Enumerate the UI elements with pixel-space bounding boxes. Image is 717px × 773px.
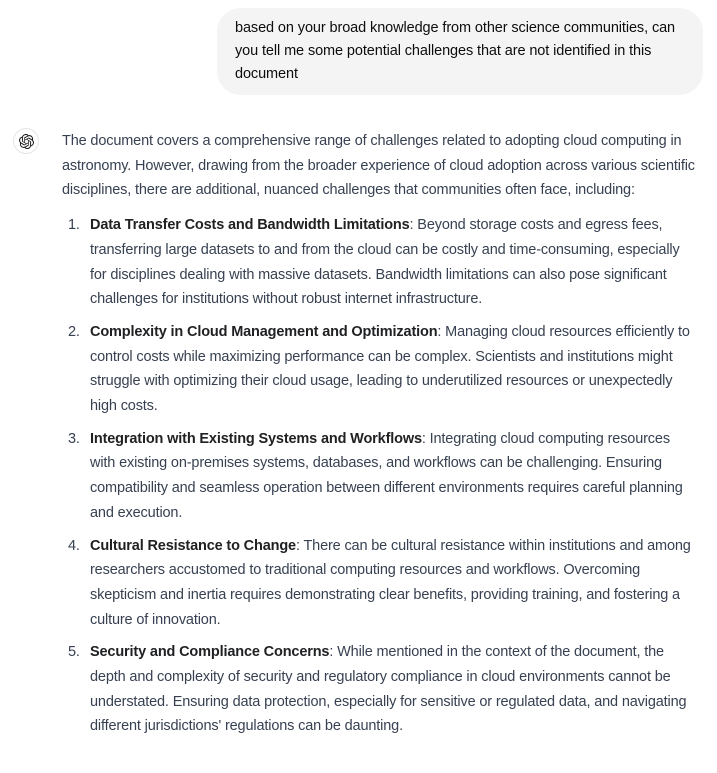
list-item-title: Cultural Resistance to Change xyxy=(90,537,296,554)
list-item xyxy=(62,640,697,739)
list-item-text xyxy=(90,217,680,307)
list-item-body: : Beyond storage costs and egress fees, transferring large datasets to and from the cloud can be costly and time-consuming, especially for disciplines dealing with massive datasets. Bandwidth limitations can also pose significant challenges for institutions without robust internet infrastructure. xyxy=(90,217,680,308)
list-item-number: 2. xyxy=(68,323,80,340)
list-item xyxy=(62,213,697,312)
list-item-number: 3. xyxy=(68,430,80,447)
assistant-intro-paragraph: The document covers a comprehensive range of challenges related to adopting cloud computing in astronomy. However, drawing from the broader experience of cloud adoption across various scientific disciplines, there are additional, nuanced challenges that communities often face, including: xyxy=(62,133,695,199)
list-item-title: Data Transfer Costs and Bandwidth Limitations xyxy=(90,217,410,234)
list-item-body: : While mentioned in the context of the document, the depth and complexity of security and regulatory compliance in cloud environments cannot be understated. Ensuring data protection, especially for sensitive or regulated data, and navigating different jurisdictions' regulations can be daunting. xyxy=(90,644,687,735)
list-item-text xyxy=(90,644,686,734)
list-item-title: Complexity in Cloud Management and Optimization xyxy=(90,323,438,340)
list-item-number: 4. xyxy=(68,537,80,554)
list-item xyxy=(62,427,697,526)
list-item-text xyxy=(90,324,690,414)
list-item xyxy=(62,534,697,633)
list-item-number: 1. xyxy=(68,217,80,234)
list-item xyxy=(62,320,697,419)
list-item-title: Integration with Existing Systems and Workflows xyxy=(90,430,422,447)
challenges-list xyxy=(62,213,697,739)
list-item-text xyxy=(90,431,683,521)
assistant-message-row xyxy=(0,128,717,739)
list-item-number: 5. xyxy=(68,644,80,661)
list-item-title: Security and Compliance Concerns xyxy=(90,644,330,661)
list-item-text xyxy=(90,538,691,628)
assistant-message-content xyxy=(62,128,697,739)
user-message-bubble: based on your broad knowledge from other science communities, can you tell me some potential challenges that are not identified in this document xyxy=(217,8,703,95)
list-item-body: : Integrating cloud computing resources with existing on-premises systems, databases, and workflows can be challenging. Ensuring compatibility and seamless operation between different environments requires careful planning and execution. xyxy=(90,430,683,521)
list-item-body: : There can be cultural resistance within institutions and among researchers accustomed to traditional computing resources and workflows. Overcoming skepticism and inertia requires demonstrating clear benefits, providing training, and fostering a culture of innovation. xyxy=(90,537,691,628)
assistant-avatar xyxy=(13,128,39,154)
openai-logo-icon xyxy=(19,134,34,149)
list-item-body: : Managing cloud resources efficiently to control costs while maximizing performance can be complex. Scientists and institutions might struggle with optimizing their cloud usage, leading to underutilized resources or unexpectedly high costs. xyxy=(90,323,690,415)
user-message-row xyxy=(0,0,717,95)
